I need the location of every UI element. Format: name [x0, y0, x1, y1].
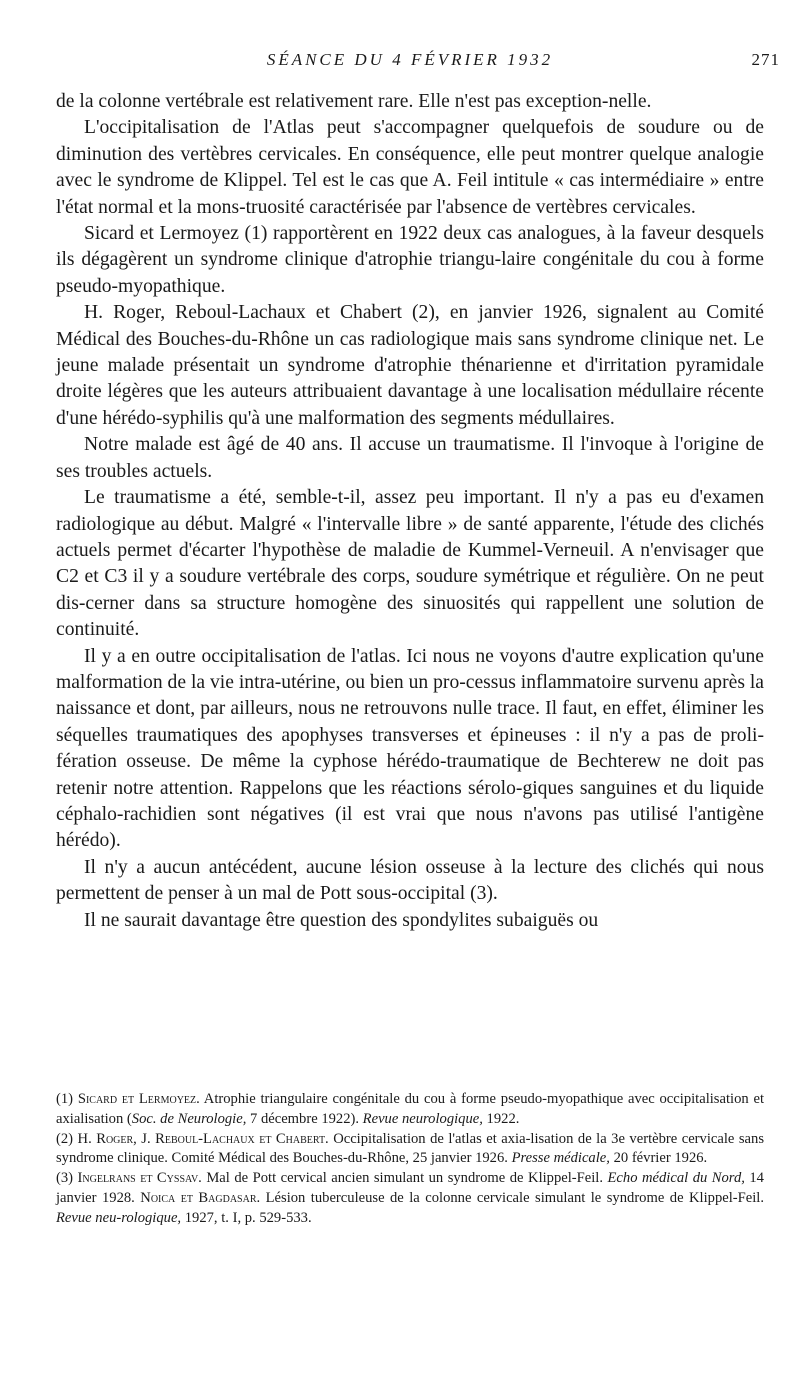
- footnote-authors: Noica et Bagdasar.: [140, 1189, 261, 1206]
- footnote-text: 1927, t. I, p. 529-533.: [181, 1209, 312, 1226]
- body-text: [56, 89, 764, 934]
- footnote-authors: Ingelrans et Cyssav.: [77, 1170, 202, 1187]
- footnotes: [56, 1090, 764, 1229]
- paragraph: Il n'y a aucun antécédent, aucune lésion osseuse à la lecture des clichés qui nous permettent de penser à un mal de Pott sous-occipital (3).: [56, 856, 764, 905]
- page-number: 271: [751, 50, 780, 69]
- footnote-text: Lésion tuberculeuse de la colonne cervicale simulant le syndrome de Klippel-Feil.: [260, 1189, 764, 1206]
- footnote-text: 14 janvier 1928.: [56, 1170, 764, 1206]
- paragraph: Notre malade est âgé de 40 ans. Il accuse un traumatisme. Il l'invoque à l'origine de ses troubles actuels.: [56, 434, 764, 482]
- paragraph: Il y a en outre occipitalisation de l'atlas. Ici nous ne voyons d'autre explication qu'une malformation de la vie intra-utérine, ou bien un pro-cessus inflammatoire survenu après la naissance et dont, par ailleurs, nous ne retrouvons nulle trace. Il faut, en effet, éliminer les séquelles traumatiques des apophyses transverses et épineuses : il n'y a pas de proli-fération osseuse. De même la cyphose hérédo-traumatique de Bechterew ne doit pas retenir notre attention. Rappelons que les réactions sérolo-giques sanguines et du liquide céphalo-rachidien sont négatives (il est vrai que nous n'avons pas utilisé l'antigène hérédo).: [56, 645, 764, 852]
- footnote-marker: (3): [56, 1170, 74, 1187]
- footnote-marker: (1): [56, 1091, 74, 1107]
- footnote-journal: Presse médicale,: [511, 1150, 610, 1167]
- footnote-text: 1922.: [482, 1110, 520, 1127]
- footnote-text: 20 février 1926.: [609, 1150, 708, 1167]
- footnote-3: [56, 1169, 764, 1228]
- footnote-journal: Echo médical du Nord,: [607, 1170, 745, 1187]
- running-title: SÉANCE DU 4 FÉVRIER 1932: [266, 50, 554, 69]
- footnote-authors: H. Roger, J. Reboul-Lachaux et Chabert.: [77, 1130, 329, 1147]
- paragraph: de la colonne vertébrale est relativement rare. Elle n'est pas exception-nelle.: [56, 91, 652, 112]
- footnote-text: 7 décembre 1922).: [246, 1110, 360, 1127]
- paragraph: Le traumatisme a été, semble-t-il, assez peu important. Il n'y a pas eu d'examen radiologique au début. Malgré « l'intervalle libre » de santé apparente, l'étude des clichés actuels permet d'écarter l'hypothèse de maladie de Kummel-Verneuil. A n'envisager que C2 et C3 il y a soudure vertébrale des corps, soudure symétrique et régulière. On ne peut dis-cerner dans sa structure homogène des sinuosités qui rappellent une solution de continuité.: [56, 487, 764, 641]
- paragraph: Il ne saurait davantage être question des spondylites subaiguës ou: [84, 909, 599, 931]
- footnote-1: [56, 1090, 764, 1130]
- paragraph: L'occipitalisation de l'Atlas peut s'accompagner quelquefois de soudure ou de diminution des vertèbres cervicales. En conséquence, elle peut montrer quelque analogie avec le syndrome de Klippel. Tel est le cas que A. Feil intitule « cas intermédiaire » entre l'état normal et la mons-truosité caractérisée par l'absence de vertèbres cervicales.: [56, 117, 764, 218]
- footnote-marker: (2): [56, 1130, 74, 1147]
- footnote-2: [56, 1130, 764, 1170]
- footnote-text: Atrophie triangulaire congénitale du cou à forme pseudo-myopathique avec occipitalisation et axialisation (: [56, 1091, 765, 1127]
- paragraph: Sicard et Lermoyez (1) rapportèrent en 1922 deux cas analogues, à la faveur desquels ils dégagèrent un syndrome clinique d'atrophie triangu-laire congénitale du cou à forme pseudo-myopathique.: [56, 223, 764, 297]
- footnote-journal: Revue neu-rologique,: [56, 1209, 182, 1226]
- footnote-text: Mal de Pott cervical ancien simulant un syndrome de Klippel-Feil.: [201, 1170, 604, 1187]
- footnote-journal: Revue neurologique,: [362, 1110, 483, 1127]
- footnote-text: Occipitalisation de l'atlas et axia-lisation de la 3e vertèbre cervicale sans syndrome clinique. Comité Médical des Bouches-du-Rhône, 25 janvier 1926.: [56, 1130, 764, 1167]
- footnote-journal: Soc. de Neurologie,: [131, 1110, 247, 1127]
- paragraph: H. Roger, Reboul-Lachaux et Chabert (2), en janvier 1926, signalent au Comité Médical des Bouches-du-Rhône un cas radiologique mais sans syndrome clinique net. Le jeune malade présentait un syndrome d'atrophie thénarienne et d'irritation pyramidale droite légères que les auteurs attribuaient davantage à une localisation médullaire récente d'une hérédo-syphilis qu'à une malformation des segments médullaires.: [56, 302, 764, 429]
- footnote-authors: Sicard et Lermoyez.: [77, 1091, 200, 1107]
